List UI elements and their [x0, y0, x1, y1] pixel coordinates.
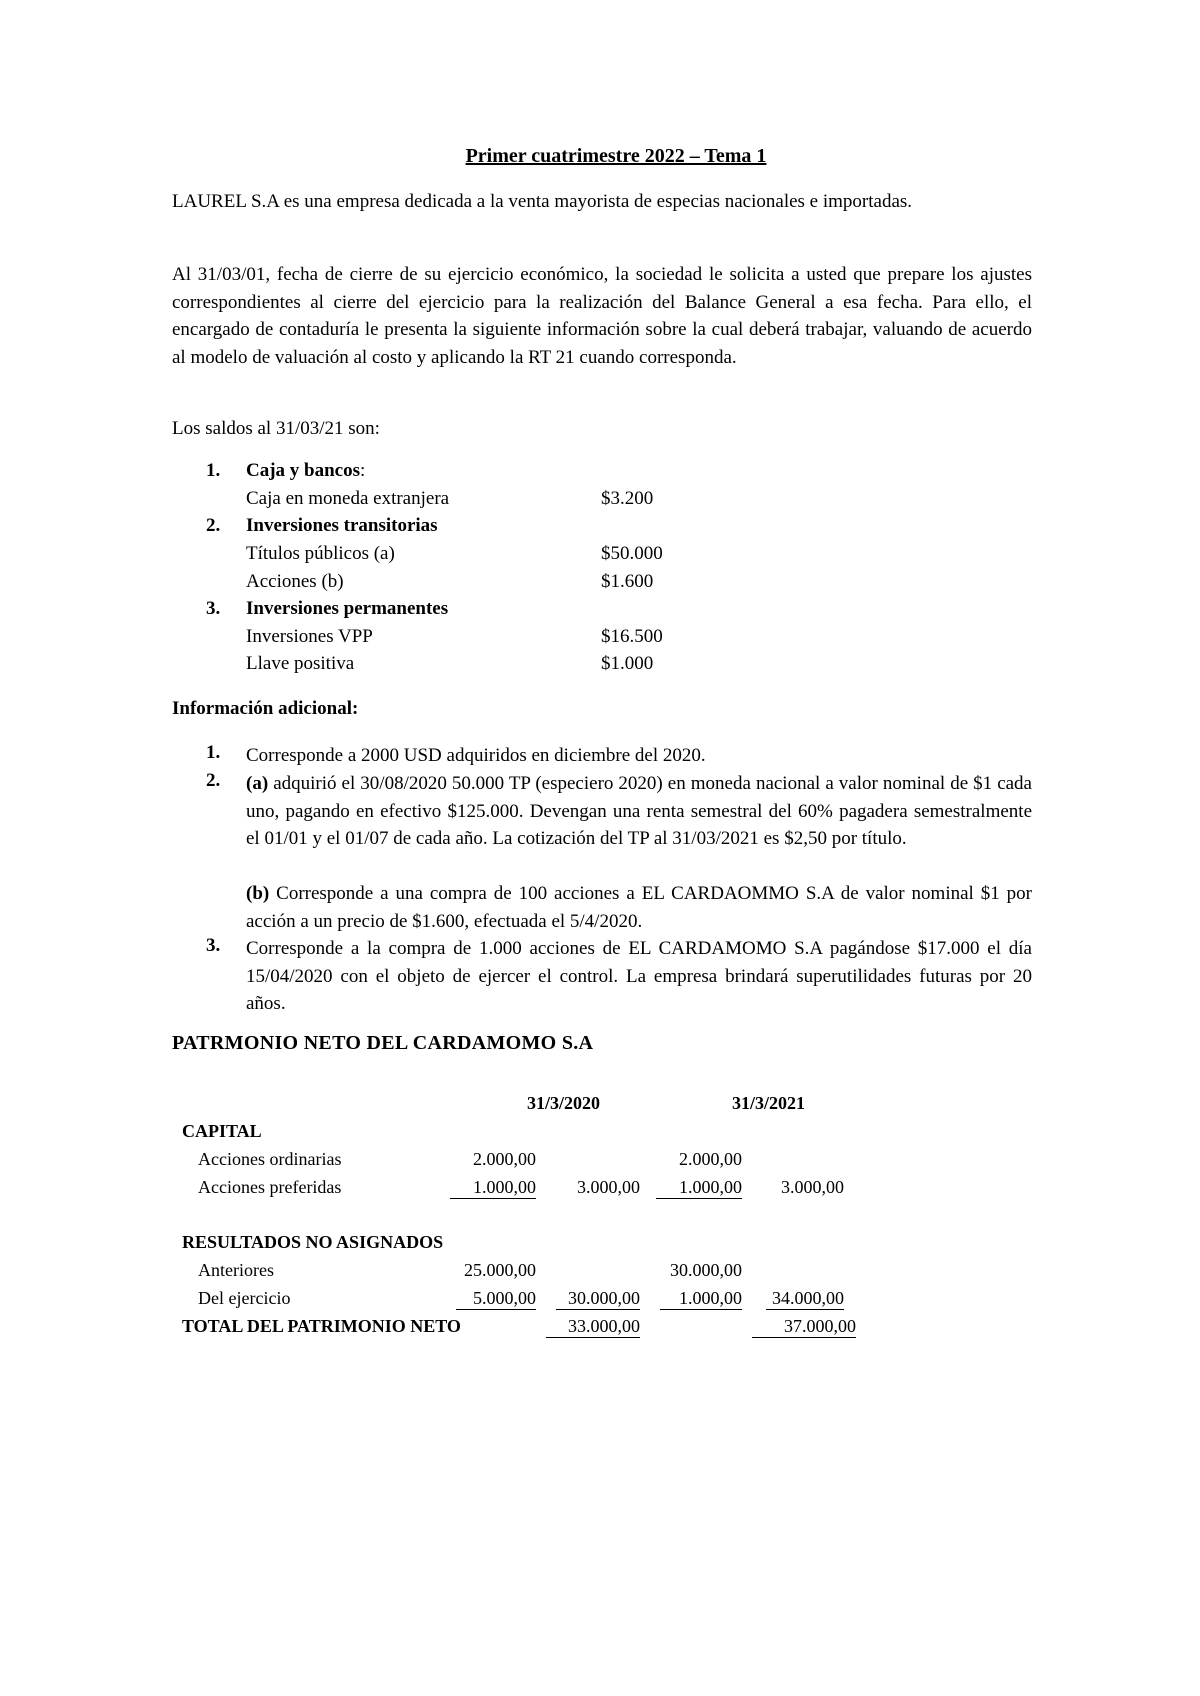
- line-value: $16.500: [601, 626, 663, 647]
- anteriores-2020: 25.000,00: [464, 1260, 536, 1280]
- info-heading: Información adicional:: [172, 698, 359, 719]
- anteriores-2021: 30.000,00: [670, 1260, 742, 1280]
- preferidas-2021: 1.000,00: [656, 1177, 742, 1199]
- ordinarias-label: Acciones ordinarias: [198, 1149, 342, 1169]
- list-number: 1.: [206, 742, 221, 763]
- rna-total-2021: 34.000,00: [766, 1288, 844, 1310]
- intro-paragraph: LAUREL S.A es una empresa dedicada a la venta mayorista de especias nacionales e importadas.: [172, 191, 913, 212]
- saldos-heading-permanentes: Inversiones permanentes: [246, 598, 449, 619]
- context-paragraph: Al 31/03/01, fecha de cierre de su ejercicio económico, la sociedad le solicita a usted que prepare los ajustes correspondientes al cierre del ejercicio para la realización del Balance General a esa fecha. Para ello, el encargado de contaduría le presenta la siguiente información sobre la cual deberá trabajar, valuando de acuerdo al modelo de valuación al costo y aplicando la RT 21 cuando corresponda.: [172, 264, 1032, 368]
- line-value: $1.600: [601, 571, 654, 592]
- line-value: $50.000: [601, 543, 663, 564]
- ejercicio-label: Del ejercicio: [198, 1288, 291, 1308]
- line-value: $3.200: [601, 488, 654, 509]
- anteriores-label: Anteriores: [198, 1260, 274, 1280]
- list-number: 2.: [206, 770, 221, 791]
- line-label: Inversiones VPP: [246, 626, 373, 647]
- line-label: Títulos públicos (a): [246, 543, 395, 564]
- ejercicio-2020: 5.000,00: [456, 1288, 536, 1310]
- info-item-2a: (a) adquirió el 30/08/2020 50.000 TP (especiero 2020) en moneda nacional a valor nominal de $1 cada uno, pagando en efectivo $125.000. Devengan una renta semestral del 60% pagadera semestralmente el 01/01 y el 01/07 de cada año. La cotización del TP al 31/03/2021 es $2,50 por título.: [246, 773, 1032, 849]
- line-value: $1.000: [601, 653, 654, 674]
- rna-total-2020: 30.000,00: [556, 1288, 640, 1310]
- total-label: TOTAL DEL PATRIMONIO NETO: [182, 1316, 461, 1336]
- line-label: Caja en moneda extranjera: [246, 488, 450, 509]
- capital-total-2020: 3.000,00: [577, 1177, 640, 1197]
- saldos-intro: Los saldos al 31/03/21 son:: [172, 418, 380, 439]
- list-number: 2.: [206, 515, 221, 536]
- capital-total-2021: 3.000,00: [781, 1177, 844, 1197]
- info-item-2b: (b) Corresponde a una compra de 100 acciones a EL CARDAOMMO S.A de valor nominal $1 por acción a un precio de $1.600, efectuada el 5/4/2020.: [246, 883, 1032, 932]
- list-number: 3.: [206, 598, 221, 619]
- saldos-heading-transitorias: Inversiones transitorias: [246, 515, 438, 536]
- capital-heading: CAPITAL: [182, 1121, 262, 1141]
- patrimonio-title: PATRMONIO NETO DEL CARDAMOMO S.A: [172, 1032, 594, 1054]
- preferidas-label: Acciones preferidas: [198, 1177, 342, 1197]
- column-header-2021: 31/3/2021: [731, 1093, 805, 1113]
- saldos-heading-caja: Caja y bancos:: [246, 460, 366, 481]
- info-item-3: Corresponde a la compra de 1.000 acciones de EL CARDAMOMO S.A pagándose $17.000 el día 15/04/2020 con el objeto de ejercer el control. La empresa brindará superutilidades futuras por 20 años.: [246, 938, 1032, 1014]
- total-2020: 33.000,00: [546, 1316, 640, 1338]
- line-label: Llave positiva: [246, 653, 355, 674]
- rna-heading: RESULTADOS NO ASIGNADOS: [182, 1232, 444, 1252]
- ordinarias-2021: 2.000,00: [679, 1149, 742, 1169]
- preferidas-2020: 1.000,00: [450, 1177, 536, 1199]
- page-title: Primer cuatrimestre 2022 – Tema 1: [465, 145, 767, 167]
- info-item-1: Corresponde a 2000 USD adquiridos en diciembre del 2020.: [246, 745, 706, 766]
- ordinarias-2020: 2.000,00: [473, 1149, 536, 1169]
- list-number: 1.: [206, 460, 221, 481]
- ejercicio-2021: 1.000,00: [660, 1288, 742, 1310]
- total-2021: 37.000,00: [752, 1316, 856, 1338]
- line-label: Acciones (b): [246, 571, 344, 592]
- list-number: 3.: [206, 935, 221, 956]
- column-header-2020: 31/3/2020: [526, 1093, 600, 1113]
